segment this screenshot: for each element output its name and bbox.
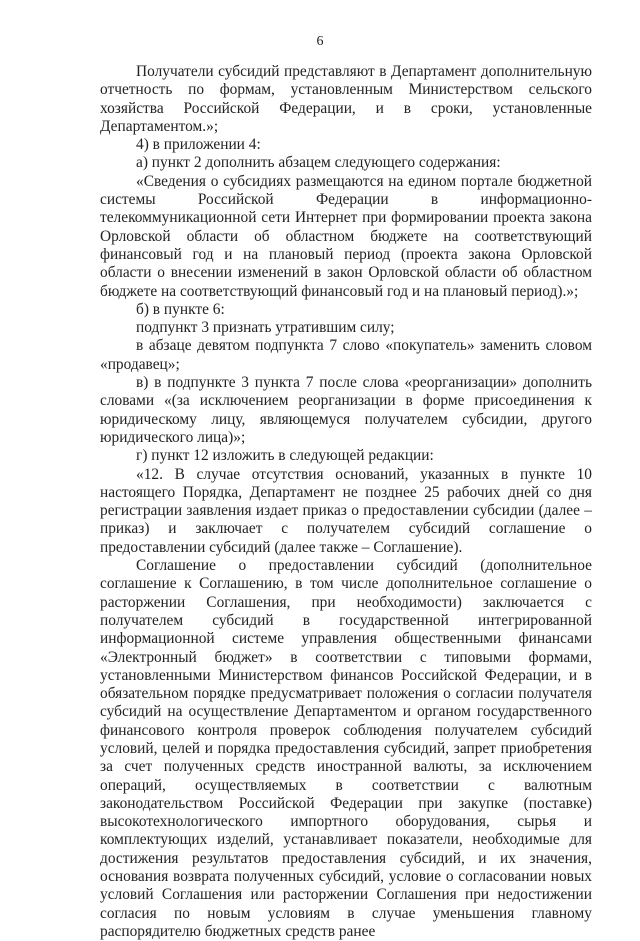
- paragraph-agreement-terms: Соглашение о предоставлении субсидий (дополнительное соглашение к Соглашению, в том числе дополнительное соглашение о расторжении Соглашения, при необходимости) заключается с получателем субсидий в государственной интегрированной информационной системе управления общественными финансами «Электронный бюджет» в соответствии с типовыми формами, установленными Министерством финансов Российской Федерации, и в обязательном порядке предусматривает положения о согласии получателя субсидий на осуществление Департаментом и органом государственного финансового контроля проверок соблюдения получателем субсидий условий, целей и порядка предоставления субсидий, запрет приобретения за счет полученных средств иностранной валюты, за исключением операций, осуществляемых в соответствии с валютным законодательством Российской Федерации при закупке (поставке) высокотехнологического импортного оборудования, сырья и комплектующих изделий, устанавливает показатели, необходимые для достижения результатов предоставления субсидий, и их значения, основания возврата полученных субсидий, условие о согласовании новых условий Соглашения или расторжении Соглашения при недостижении согласия по новым условиям в случае уменьшения главному распорядителю бюджетных средств ранее: [100, 557, 592, 940]
- paragraph-item-a: а) пункт 2 дополнить абзацем следующего содержания:: [136, 154, 501, 172]
- paragraph-word-replacement: в абзаце девятом подпункта 7 слово «покупатель» заменить словом «продавец»;: [100, 337, 592, 373]
- paragraph-item-b: б) в пункте 6:: [136, 300, 225, 318]
- paragraph-item-g: г) пункт 12 изложить в следующей редакции:: [136, 447, 434, 465]
- paragraph-appendix-4-heading: 4) в приложении 4:: [136, 136, 261, 154]
- page-number: 6: [316, 34, 324, 49]
- document-body: [100, 63, 592, 941]
- paragraph-subsidy-info-quote: «Сведения о субсидиях размещаются на едином портале бюджетной системы Российской Федерации в информационно-телекоммуникационной сети Интернет при формировании проекта закона Орловской области об областном бюджете на соответствующий финансовый год и на плановый период (проекта закона Орловской области о внесении изменений в закон Орловской области об областном бюджете на соответствующий финансовый год и на плановый период).»;: [100, 172, 592, 300]
- paragraph-subitem-3-repeal: подпункт 3 признать утратившим силу;: [136, 319, 395, 337]
- paragraph-reporting-requirements: Получатели субсидий представляют в Департамент дополнительную отчетность по формам, установленным Министерством сельского хозяйства Российской Федерации, и в сроки, установленные Департаментом.»;: [100, 63, 592, 135]
- paragraph-point-12: «12. В случае отсутствия оснований, указанных в пункте 10 настоящего Порядка, Департамент не позднее 25 рабочих дней со дня регистрации заявления издает приказ о предоставлении субсидии (далее – приказ) и заключает с получателем субсидий соглашение о предоставлении субсидий (далее также – Соглашение).: [100, 465, 592, 556]
- paragraph-item-v: в) в подпункте 3 пункта 7 после слова «реорганизации» дополнить словами «(за исключением реорганизации в форме присоединения к юридическому лицу, являющемуся получателем субсидии, другого юридического лица)»;: [100, 374, 592, 446]
